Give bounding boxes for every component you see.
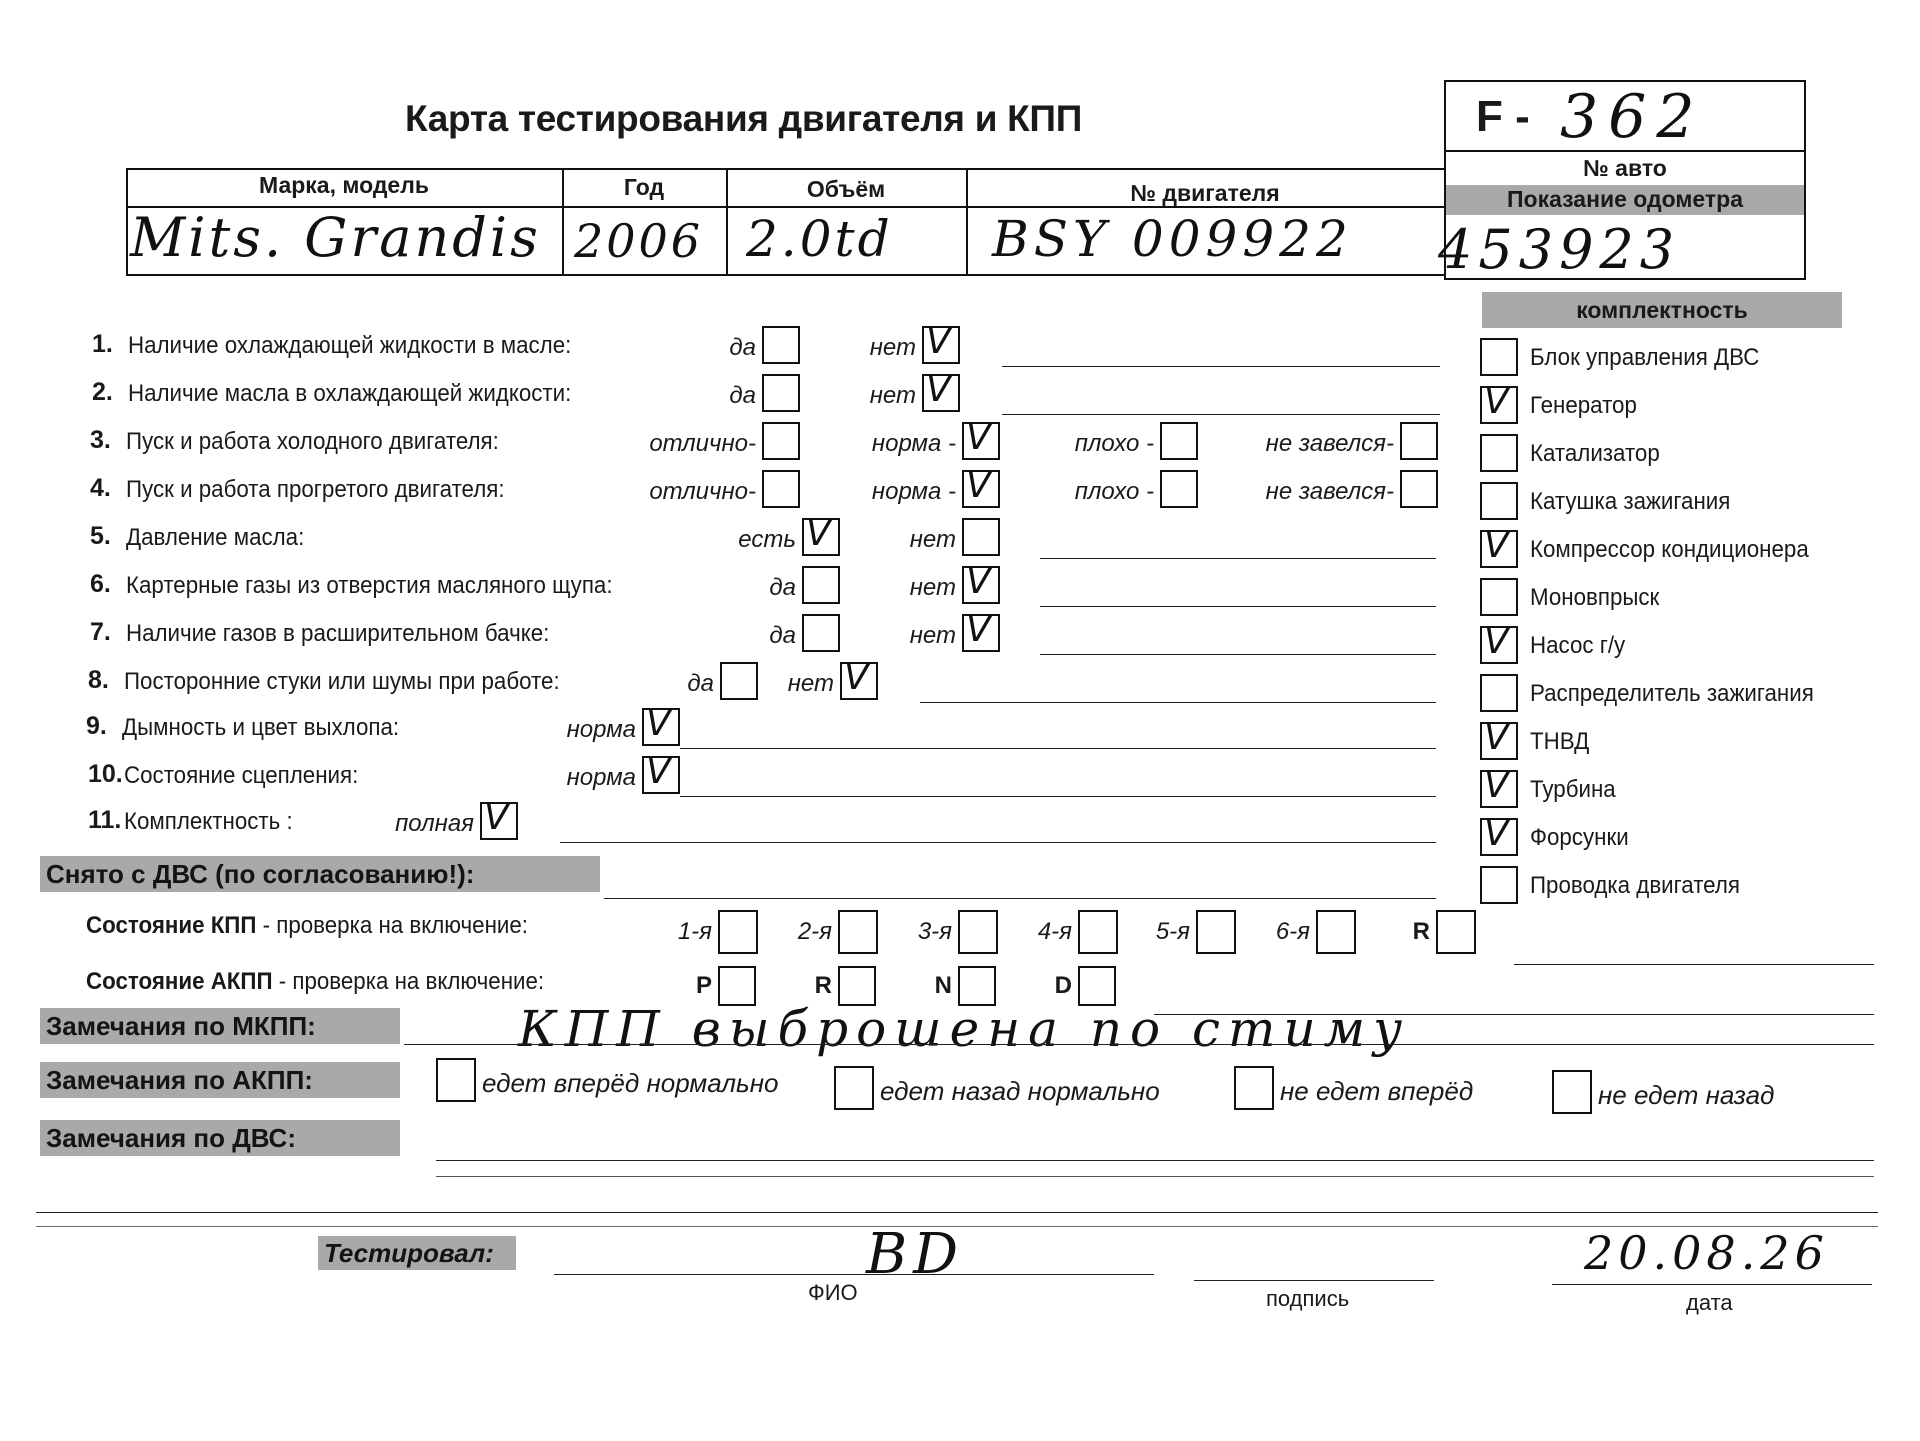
item-option-label: норма -: [871, 478, 956, 505]
completeness-item-label: Катализатор: [1530, 440, 1660, 467]
dvs-remarks-label: Замечания по ДВС:: [40, 1120, 400, 1156]
completeness-item-label: Блок управления ДВС: [1530, 344, 1760, 371]
fio-label: ФИО: [808, 1280, 858, 1305]
item-notes-line: [1040, 606, 1436, 607]
item-number: 9.: [86, 712, 107, 740]
completeness-item-label: Компрессор кондиционера: [1530, 536, 1809, 563]
akpp-gear-label: D: [1054, 972, 1072, 999]
completeness-header: комплектность: [1576, 297, 1748, 323]
item-option-label: нет: [869, 334, 916, 361]
item-option-checkbox[interactable]: [922, 369, 960, 412]
dvs-remarks-line-1: [436, 1160, 1874, 1161]
akpp-remark-label: едет вперёд нормально: [482, 1068, 779, 1098]
item-option-checkbox[interactable]: [840, 657, 878, 700]
akpp-remark-label: не едет вперёд: [1280, 1076, 1474, 1106]
engine-no-label: № двигателя: [1130, 180, 1280, 206]
item-notes-line: [1040, 654, 1436, 655]
item-option-checkbox[interactable]: [1400, 470, 1438, 508]
engine-no-value: BSY 009922: [992, 210, 1353, 268]
item-option-checkbox[interactable]: [480, 797, 518, 840]
check-mark-icon: V: [966, 417, 991, 458]
auto-no-label: № авто: [1583, 155, 1667, 181]
completeness-item-label: Насос г/у: [1530, 632, 1626, 659]
check-mark-icon: V: [1484, 717, 1509, 758]
item-option-checkbox[interactable]: [962, 609, 1000, 652]
item-option-checkbox[interactable]: [802, 614, 840, 652]
completeness-checkbox[interactable]: [1480, 674, 1518, 712]
item-label: Пуск и работа прогретого двигателя:: [126, 476, 505, 503]
akpp-remark-checkbox[interactable]: [834, 1066, 874, 1110]
year-value: 2006: [574, 214, 704, 268]
item-number: 6.: [90, 570, 111, 598]
volume-label: Объём: [806, 176, 886, 202]
completeness-checkbox[interactable]: [1480, 813, 1518, 856]
completeness-checkbox[interactable]: [1480, 866, 1518, 904]
akpp-remark-label: едет назад нормально: [880, 1076, 1160, 1106]
kpp-gear-label: 1-я: [677, 918, 712, 945]
check-mark-icon: V: [646, 703, 671, 744]
check-mark-icon: V: [966, 465, 991, 506]
signature-line: [1194, 1280, 1434, 1281]
completeness-item-label: Катушка зажигания: [1530, 488, 1731, 515]
item-number: 10.: [88, 760, 123, 788]
completeness-item-label: Форсунки: [1530, 824, 1629, 851]
item-option-checkbox[interactable]: [762, 374, 800, 412]
item-number: 4.: [90, 474, 111, 502]
kpp-label-bold: Состояние КПП: [86, 912, 257, 939]
dvs-remarks-line-3: [36, 1212, 1878, 1213]
item-notes-line: [560, 842, 1436, 843]
check-mark-icon: V: [1484, 813, 1509, 854]
item-option-label: нет: [909, 622, 956, 649]
item-option-checkbox[interactable]: [922, 321, 960, 364]
check-mark-icon: V: [926, 321, 951, 362]
form-code-prefix: F -: [1476, 92, 1530, 141]
item-label: Комплектность :: [124, 808, 293, 835]
removed-line: [604, 898, 1436, 899]
akpp-remarks-label: Замечания по АКПП:: [40, 1062, 400, 1098]
form-title: Карта тестирования двигателя и КПП: [405, 98, 1082, 139]
form-code-divider: [1444, 150, 1806, 152]
completeness-item-label: Распределитель зажигания: [1530, 680, 1814, 707]
kpp-label: [86, 912, 528, 940]
check-mark-icon: V: [1484, 381, 1509, 422]
kpp-gear-checkbox[interactable]: [718, 910, 758, 954]
item-option-label: нет: [869, 382, 916, 409]
item-option-label: да: [769, 574, 796, 601]
kpp-gear-label: 2-я: [797, 918, 832, 945]
odometer-label: Показание одометра: [1507, 186, 1743, 212]
check-mark-icon: V: [806, 513, 831, 554]
kpp-gear-label: 6-я: [1275, 918, 1310, 945]
item-label: Посторонние стуки или шумы при работе:: [124, 668, 560, 695]
check-mark-icon: V: [646, 751, 671, 792]
item-option-label: норма -: [871, 430, 956, 457]
item-option-checkbox[interactable]: [962, 465, 1000, 508]
check-mark-icon: V: [1484, 765, 1509, 806]
item-option-checkbox[interactable]: [762, 326, 800, 364]
item-label: Пуск и работа холодного двигателя:: [126, 428, 499, 455]
mkpp-remarks-value: КПП выброшена по стиму: [518, 1000, 1411, 1058]
check-mark-icon: V: [1484, 621, 1509, 662]
item-label: Давление масла:: [126, 524, 305, 551]
kpp-gear-checkbox[interactable]: [1316, 910, 1356, 954]
mkpp-remarks-label: Замечания по МКПП:: [40, 1008, 400, 1044]
kpp-gear-label: R: [1412, 918, 1430, 945]
item-notes-line: [1002, 414, 1440, 415]
akpp-label: [86, 968, 544, 996]
item-option-checkbox[interactable]: [802, 513, 840, 556]
date-line: [1552, 1284, 1872, 1285]
item-number: 1.: [92, 330, 113, 358]
kpp-gear-checkbox[interactable]: [1196, 910, 1236, 954]
item-label: Состояние сцепления:: [124, 762, 359, 789]
item-number: 5.: [90, 522, 111, 550]
kpp-gear-label: 4-я: [1037, 918, 1072, 945]
item-option-label: нет: [787, 670, 834, 697]
akpp-remark-label: не едет назад: [1598, 1080, 1775, 1110]
completeness-checkbox[interactable]: [1480, 621, 1518, 664]
item-number: 2.: [92, 378, 113, 406]
item-notes-line: [680, 748, 1436, 749]
item-label: Наличие охлаждающей жидкости в масле:: [128, 332, 572, 359]
completeness-item-label: Моновпрыск: [1530, 584, 1660, 611]
item-option-label: отлично-: [649, 430, 756, 457]
check-mark-icon: V: [1484, 525, 1509, 566]
form-code-value: 362: [1560, 82, 1705, 152]
completeness-checkbox[interactable]: [1480, 525, 1518, 568]
fio-line: [554, 1274, 1154, 1275]
item-option-checkbox[interactable]: [642, 703, 680, 746]
item-number: 7.: [90, 618, 111, 646]
completeness-checkbox[interactable]: [1480, 765, 1518, 808]
item-option-label: нет: [909, 526, 956, 553]
item-label: Наличие масла в охлаждающей жидкости:: [128, 380, 572, 407]
year-label: Год: [623, 174, 665, 200]
item-option-label: отлично-: [649, 478, 756, 505]
item-option-checkbox[interactable]: [1160, 470, 1198, 508]
signature-label: подпись: [1266, 1286, 1350, 1311]
check-mark-icon: V: [966, 609, 991, 650]
completeness-item-label: Проводка двигателя: [1530, 872, 1740, 899]
item-option-label: норма: [566, 764, 636, 791]
item-label: Картерные газы из отверстия масляного щупа:: [126, 572, 613, 599]
item-number: 3.: [90, 426, 111, 454]
item-notes-line: [680, 796, 1436, 797]
completeness-item-label: Турбина: [1530, 776, 1616, 803]
check-mark-icon: V: [844, 657, 869, 698]
kpp-gear-label: 3-я: [917, 918, 952, 945]
completeness-checkbox[interactable]: [1480, 434, 1518, 472]
item-label: Наличие газов в расширительном бачке:: [126, 620, 550, 647]
item-option-checkbox[interactable]: [962, 561, 1000, 604]
item-option-checkbox[interactable]: [642, 751, 680, 794]
kpp-gear-checkbox[interactable]: [1436, 910, 1476, 954]
mkpp-remarks-line: [404, 1044, 1874, 1045]
completeness-checkbox[interactable]: [1480, 482, 1518, 520]
date-label: дата: [1686, 1290, 1733, 1315]
item-option-checkbox[interactable]: [962, 417, 1000, 460]
completeness-item-label: ТНВД: [1530, 728, 1590, 755]
item-option-label: да: [769, 622, 796, 649]
akpp-remark-checkbox[interactable]: [1552, 1070, 1592, 1114]
item-option-label: норма: [566, 716, 636, 743]
akpp-gear-label: R: [814, 972, 832, 999]
akpp-remark-checkbox[interactable]: [436, 1058, 476, 1102]
date-value: 20.08.26: [1584, 1226, 1829, 1280]
item-option-label: да: [729, 334, 756, 361]
akpp-gear-label: P: [695, 972, 712, 999]
item-option-label: полная: [395, 810, 474, 837]
item-option-label: плохо -: [1074, 478, 1154, 505]
volume-value: 2.0td: [746, 210, 893, 268]
kpp-gear-checkbox[interactable]: [838, 910, 878, 954]
completeness-checkbox[interactable]: [1480, 381, 1518, 424]
check-mark-icon: V: [926, 369, 951, 410]
completeness-checkbox[interactable]: [1480, 717, 1518, 760]
kpp-gear-checkbox[interactable]: [1078, 910, 1118, 954]
item-number: 11.: [88, 806, 122, 834]
completeness-checkbox[interactable]: [1480, 578, 1518, 616]
item-option-label: есть: [738, 526, 796, 553]
removed-label: Снято с ДВС (по согласованию!):: [40, 856, 600, 892]
odometer-value: 453923: [1438, 218, 1681, 281]
check-mark-icon: V: [484, 797, 509, 838]
tested-label: Тестировал:: [318, 1236, 516, 1270]
item-notes-line: [920, 702, 1436, 703]
item-option-checkbox[interactable]: [802, 566, 840, 604]
akpp-label-rest: - проверка на включение:: [272, 968, 545, 995]
item-notes-line: [1002, 366, 1440, 367]
completeness-item-label: Генератор: [1530, 392, 1637, 419]
item-number: 8.: [88, 666, 109, 694]
kpp-gear-checkbox[interactable]: [958, 910, 998, 954]
kpp-label-rest: - проверка на включение:: [256, 912, 528, 939]
item-notes-line: [1040, 558, 1436, 559]
item-option-checkbox[interactable]: [762, 470, 800, 508]
akpp-remark-checkbox[interactable]: [1234, 1066, 1274, 1110]
make-label: Марка, модель: [259, 172, 429, 198]
dvs-remarks-line-2: [436, 1176, 1874, 1177]
item-option-label: нет: [909, 574, 956, 601]
item-option-label: не завелся-: [1265, 478, 1394, 505]
check-mark-icon: V: [966, 561, 991, 602]
item-option-checkbox[interactable]: [720, 662, 758, 700]
item-option-checkbox[interactable]: [1400, 422, 1438, 460]
item-option-label: не завелся-: [1265, 430, 1394, 457]
akpp-gear-label: N: [934, 972, 952, 999]
item-option-checkbox[interactable]: [1160, 422, 1198, 460]
item-option-label: да: [687, 670, 714, 697]
kpp-gear-label: 5-я: [1155, 918, 1190, 945]
kpp-line: [1514, 964, 1874, 965]
tested-name-value: BD: [866, 1222, 965, 1287]
item-option-checkbox[interactable]: [762, 422, 800, 460]
completeness-checkbox[interactable]: [1480, 338, 1518, 376]
item-option-label: да: [729, 382, 756, 409]
item-option-checkbox[interactable]: [962, 518, 1000, 556]
item-option-label: плохо -: [1074, 430, 1154, 457]
make-value: Mits. Grandis: [130, 206, 541, 269]
akpp-label-bold: Состояние АКПП: [86, 968, 273, 995]
item-label: Дымность и цвет выхлопа:: [122, 714, 400, 741]
